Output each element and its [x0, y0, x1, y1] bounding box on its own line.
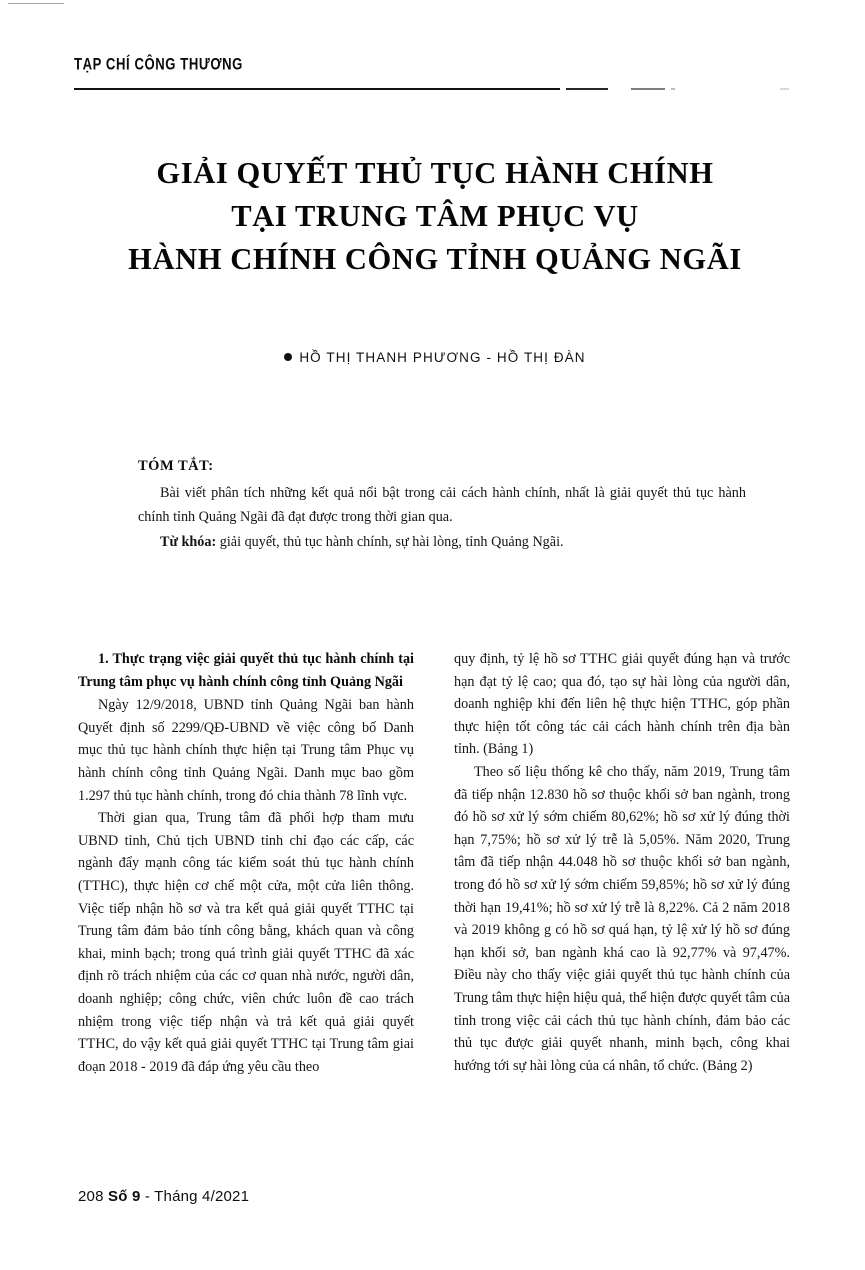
- title-line-2: TẠI TRUNG TÂM PHỤC VỤ: [231, 199, 639, 233]
- rule-segment: [566, 88, 608, 90]
- article-title: [90, 152, 780, 281]
- rule-segment: [780, 88, 789, 90]
- page-footer: [78, 1188, 249, 1205]
- page-number: 208: [78, 1188, 104, 1205]
- author-byline: [90, 350, 780, 365]
- title-line-1: GIẢI QUYẾT THỦ TỤC HÀNH CHÍNH: [156, 156, 714, 190]
- body-columns: [78, 648, 790, 1148]
- paragraph: Thời gian qua, Trung tâm đã phối hợp tham mưu UBND tỉnh, Chủ tịch UBND tỉnh chỉ đạo các cấp, các ngành đẩy mạnh công tác kiểm soát thủ tục hành chính (TTHC), thực hiện cơ chế một cửa, một cửa liên thông. Việc tiếp nhận hồ sơ và tra kết quả giải quyết TTHC tại Trung tâm đảm bảo tính công bằng, khách quan và công khai, minh bạch; trong quá trình giải quyết TTHC đã xác định rõ trách nhiệm của các cơ quan nhà nước, người dân, doanh nghiệp; công chức, viên chức luôn đề cao trách nhiệm trong việc tiếp nhận và trả kết quả giải quyết TTHC, do vậy kết quả giải quyết TTHC tại Trung tâm giai đoạn 2018 - 2019 đã đáp ứng yêu cầu theo: [78, 810, 414, 1075]
- keywords-label: Từ khóa:: [160, 534, 217, 550]
- masthead: [74, 54, 374, 84]
- masthead-rule: [74, 88, 790, 91]
- abstract-section: [138, 458, 746, 555]
- title-line-3: HÀNH CHÍNH CÔNG TỈNH QUẢNG NGÃI: [128, 242, 742, 276]
- author-names: HỒ THỊ THANH PHƯƠNG - HỒ THỊ ĐÀN: [299, 350, 586, 365]
- issue-number: Số 9: [108, 1188, 141, 1205]
- keywords-value: giải quyết, thủ tục hành chính, sự hài lòng, tỉnh Quảng Ngãi.: [216, 534, 564, 550]
- right-column: [454, 648, 790, 1148]
- journal-name: TẠP CHÍ CÔNG THƯƠNG: [74, 54, 243, 73]
- abstract-keywords: [138, 531, 746, 555]
- abstract-body: Bài viết phân tích những kết quả nổi bật trong cải cách hành chính, nhất là giải quyết thủ tục hành chính tỉnh Quảng Ngãi đã đạt được trong thời gian qua.: [138, 485, 746, 525]
- abstract-heading: TÓM TẮT:: [138, 458, 214, 474]
- paragraph: Ngày 12/9/2018, UBND tỉnh Quảng Ngãi ban hành Quyết định số 2299/QĐ-UBND về việc công bố Danh mục thủ tục hành chính thực hiện tại Trung tâm Phục vụ hành chính công tỉnh Quảng Ngãi. Danh mục bao gồm 1.297 thủ tục hành chính, trong đó chia thành 78 lĩnh vực.: [78, 697, 414, 804]
- paragraph: Theo số liệu thống kê cho thấy, năm 2019, Trung tâm đã tiếp nhận 12.830 hồ sơ thuộc khối sở ban ngành, trong đó hồ sơ xử lý sớm chiếm 80,62%; hồ sơ xử lý đúng thời hạn 7,75%; hồ sơ xử lý trễ là 5,05%. Năm 2020, Trung tâm đã tiếp nhận 44.048 hồ sơ thuộc khối sở ban ngành, trong đó hồ sơ xử lý sớm chiếm 59,85%; hồ sơ xử lý đúng thời hạn 19,41%; hồ sơ xử lý trễ là 8,22%. Cả 2 năm 2018 và 2019 không g có hồ sơ quá hạn, tỷ lệ xử lý hồ sơ đúng hạn khối sở, ban ngành khá cao là 92,77% và 97,47%. Điều này cho thấy việc giải quyết thủ tục hành chính của Trung tâm thực hiện hiệu quả, thể hiện được quyết tâm của tỉnh trong việc cải cách thủ tục hành chính, đảm bảo các thủ tục được giải quyết nhanh, minh bạch, công khai hướng tới sự hài lòng của cá nhân, tổ chức. (Bảng 2): [454, 763, 790, 1074]
- rule-segment: [74, 88, 560, 90]
- section-heading-1: 1. Thực trạng việc giải quyết thủ tục hành chính tại Trung tâm phục vụ hành chính công tỉnh Quảng Ngãi: [78, 651, 414, 690]
- rule-segment: [631, 88, 665, 90]
- left-column: [78, 648, 414, 1148]
- paragraph: quy định, tỷ lệ hồ sơ TTHC giải quyết đúng hạn và trước hạn đạt tỷ lệ cao; qua đó, tạo sự hài lòng của người dân, doanh nghiệp khi đến liên hệ thực hiện TTHC, góp phần thực hiện tốt công tác cải cách hành chính trên địa bàn tỉnh. (Bảng 1): [454, 651, 790, 758]
- bullet-icon: [284, 353, 292, 361]
- scan-artifact-line: [8, 3, 64, 4]
- issue-date: - Tháng 4/2021: [140, 1188, 250, 1205]
- rule-segment: [671, 88, 675, 90]
